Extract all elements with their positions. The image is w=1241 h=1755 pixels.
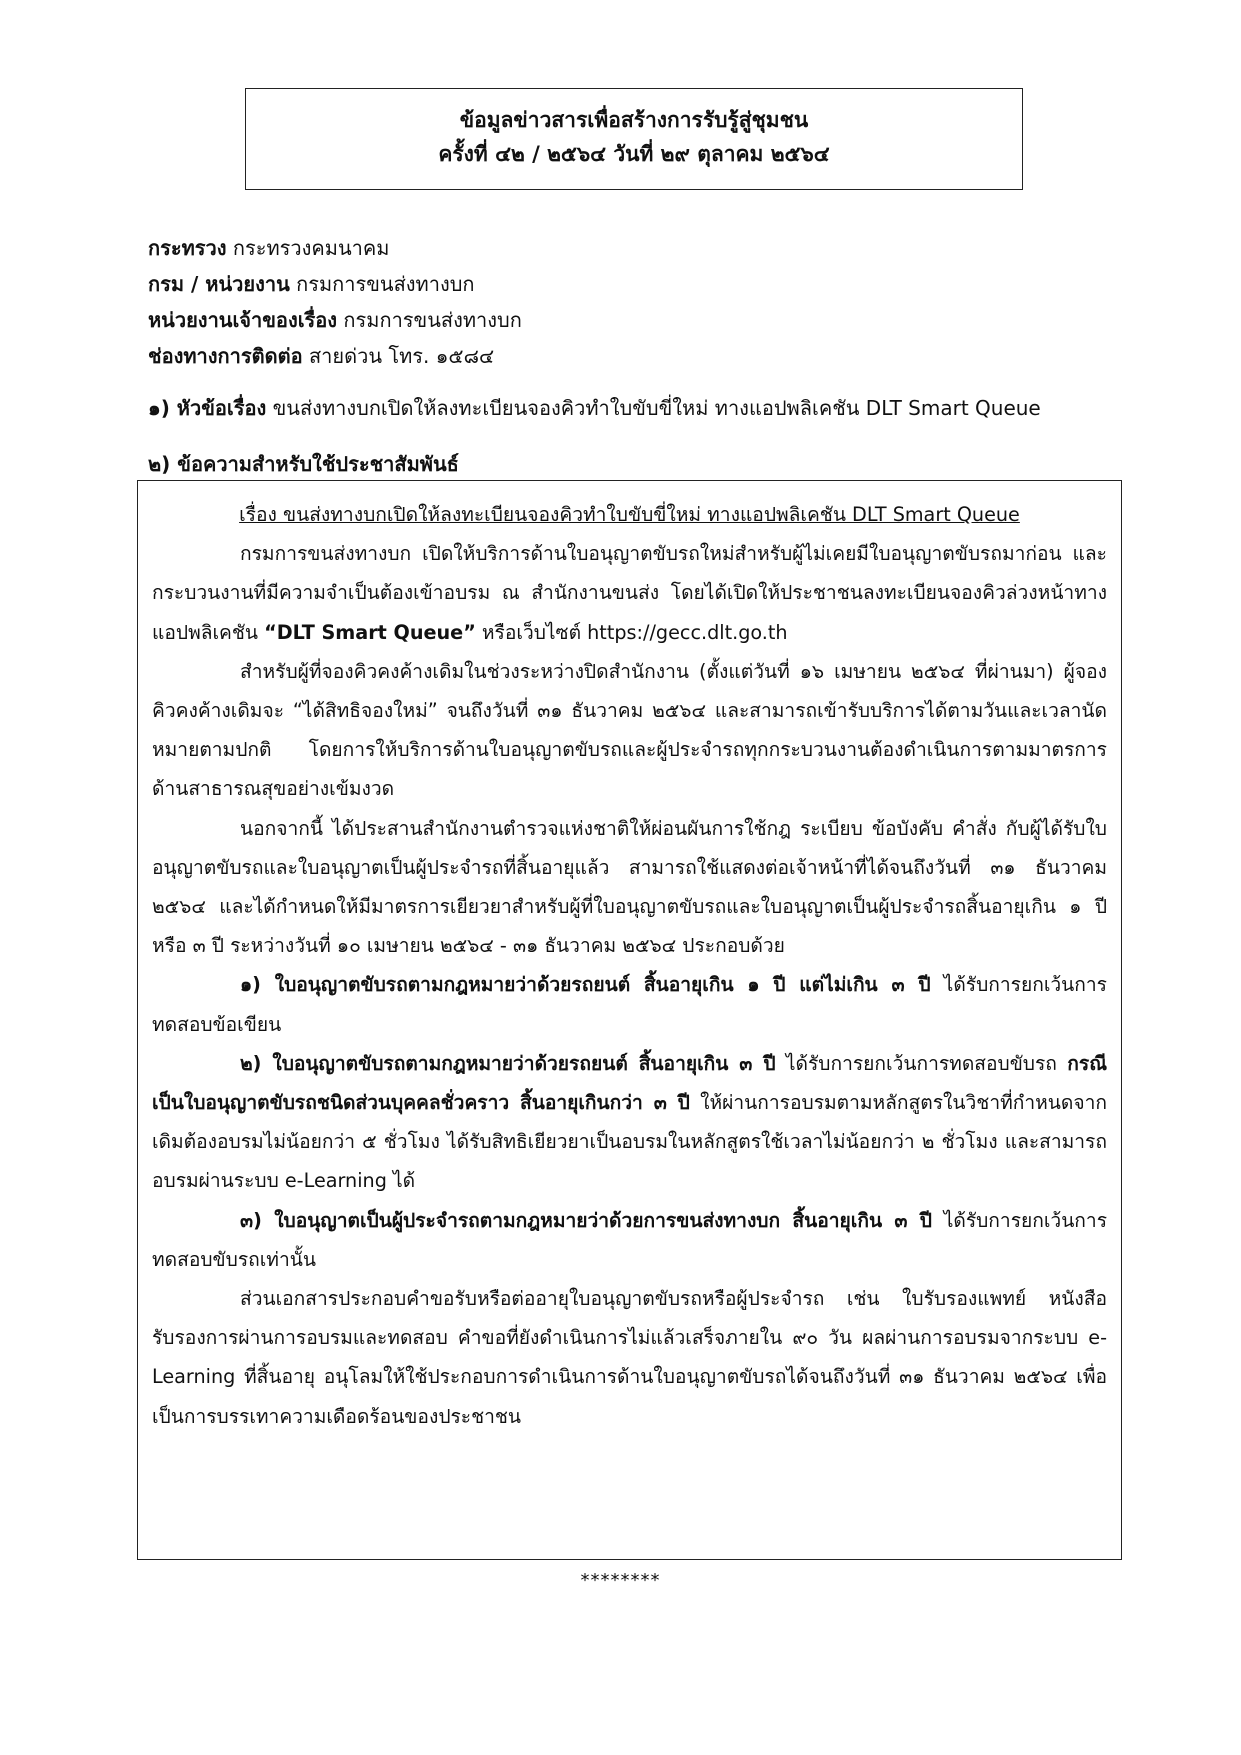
item-3-bold: ๓) ใบอนุญาตเป็นผู้ประจำรถตามกฎหมายว่าด้วยการขนส่งทางบก สิ้นอายุเกิน ๓ ปี <box>240 1208 932 1232</box>
paragraph-last: ส่วนเอกสารประกอบคำขอรับหรือต่ออายุใบอนุญาตขับรถหรือผู้ประจำรถ เช่น ใบรับรองแพทย์ หนังสือรับรองการผ่านการอบรมและทดสอบ คำขอที่ยังดำเนินการไม่แล้วเสร็จภายใน ๙๐ วัน ผลผ่านการอบรมจากระบบ e-Learning ที่สิ้นอายุ อนุโลมให้ใช้ประกอบการดำเนินการด้านใบอนุญาตขับรถได้จนถึงวันที่ ๓๑ ธันวาคม ๒๕๖๔ เพื่อเป็นการบรรเทาความเดือดร้อนของประชาชน <box>152 1287 1107 1428</box>
item-2-bold-1: ๒) ใบอนุญาตขับรถตามกฎหมายว่าด้วยรถยนต์ สิ้นอายุเกิน ๓ ปี <box>240 1051 776 1075</box>
paragraph-1 <box>152 534 1107 652</box>
item-2-bold-2: กรณีเป็นใบอนุญาตขับรถชนิดส่วนบุคคลชั่วคราว สิ้นอายุเกินกว่า ๓ ปี <box>152 1051 1107 1115</box>
website: หรือเว็บไซต์ https://gecc.dlt.go.th <box>475 620 788 644</box>
content-title: เรื่อง ขนส่งทางบกเปิดให้ลงทะเบียนจองคิวทำใบขับขี่ใหม่ ทางแอปพลิเคชัน DLT Smart Queue <box>239 503 1020 526</box>
meta-department <box>148 266 1108 302</box>
meta-ministry <box>148 230 1108 266</box>
end-marker: ******** <box>580 1570 661 1591</box>
ministry-label: กระทรวง <box>148 236 227 260</box>
item-1-text: ได้รับการยกเว้นการทดสอบข้อเขียน <box>152 973 1107 1036</box>
owner-label: หน่วยงานเจ้าของเรื่อง <box>148 308 338 332</box>
item-2-text-2: ให้ผ่านการอบรมตามหลักสูตรในวิชาที่กำหนดจากเดิมต้องอบรมไม่น้อยกว่า ๕ ชั่วโมง ได้รับสิทธิเยียวยาเป็นอบรมในหลักสูตรใช้เวลาไม่น้อยกว่า ๒ ชั่วโมง และสามารถอบรมผ่านระบบ e-Learning ได้ <box>152 1091 1107 1193</box>
meta-owner <box>148 302 1108 338</box>
item-1-bold: ๑) ใบอนุญาตขับรถตามกฎหมายว่าด้วยรถยนต์ สิ้นอายุเกิน ๑ ปี แต่ไม่เกิน ๓ ปี <box>240 973 931 997</box>
topic-line <box>148 392 1041 424</box>
section2-heading: ๒) ข้อความสำหรับใช้ประชาสัมพันธ์ <box>148 452 459 476</box>
app-name: “DLT Smart Queue” <box>264 620 476 644</box>
contact-value: สายด่วน โทร. ๑๕๘๔ <box>302 344 495 368</box>
topic-value: ขนส่งทางบกเปิดให้ลงทะเบียนจองคิวทำใบขับขี่ใหม่ ทางแอปพลิเคชัน DLT Smart Queue <box>266 396 1041 420</box>
ministry-value: กระทรวงคมนาคม <box>226 236 390 260</box>
header-line2: ครั้งที่ ๔๒ / ๒๕๖๔ วันที่ ๒๙ ตุลาคม ๒๕๖๔ <box>438 142 830 166</box>
meta-contact <box>148 338 1108 374</box>
item-2-text-1: ได้รับการยกเว้นการทดสอบขับรถ <box>775 1051 1068 1075</box>
owner-value: กรมการขนส่งทางบก <box>337 308 522 332</box>
department-label: กรม / หน่วยงาน <box>148 272 290 296</box>
item-1 <box>152 965 1107 1043</box>
contact-label: ช่องทางการติดต่อ <box>148 344 303 368</box>
item-2 <box>152 1044 1107 1201</box>
header-line1: ข้อมูลข่าวสารเพื่อสร้างการรับรู้สู่ชุมชน <box>459 108 809 132</box>
meta-info <box>148 230 1108 374</box>
press-release-box <box>137 480 1122 1560</box>
topic-label: ๑) หัวข้อเรื่อง <box>148 396 267 420</box>
item-3 <box>152 1201 1107 1279</box>
header-box <box>245 88 1023 190</box>
paragraph-1-text: กรมการขนส่งทางบก เปิดให้บริการด้านใบอนุญาตขับรถใหม่สำหรับผู้ไม่เคยมีใบอนุญาตขับรถมาก่อน และกระบวนงานที่มีความจำเป็นต้องเข้าอบรม ณ สำนักงานขนส่ง โดยได้เปิดให้ประชาชนลงทะเบียนจองคิวล่วงหน้าทางแอปพลิเคชัน <box>152 542 1107 644</box>
paragraph-3: นอกจากนี้ ได้ประสานสำนักงานตำรวจแห่งชาติให้ผ่อนผันการใช้กฎ ระเบียบ ข้อบังคับ คำสั่ง กับผู้ได้รับใบอนุญาตขับรถและใบอนุญาตเป็นผู้ประจำรถที่สิ้นอายุแล้ว สามารถใช้แสดงต่อเจ้าหน้าที่ได้จนถึงวันที่ ๓๑ ธันวาคม ๒๕๖๔ และได้กำหนดให้มีมาตรการเยียวยาสำหรับผู้ที่ใบอนุญาตขับรถและใบอนุญาตเป็นผู้ประจำรถสิ้นอายุเกิน ๑ ปี หรือ ๓ ปี ระหว่างวันที่ ๑๐ เมษายน ๒๕๖๔ - ๓๑ ธันวาคม ๒๕๖๔ ประกอบด้วย <box>152 816 1107 958</box>
department-value: กรมการขนส่งทางบก <box>289 272 475 296</box>
item-3-text: ได้รับการยกเว้นการทดสอบขับรถเท่านั้น <box>152 1208 1108 1271</box>
paragraph-2: สำหรับผู้ที่จองคิวคงค้างเดิมในช่วงระหว่างปิดสำนักงาน (ตั้งแต่วันที่ ๑๖ เมษายน ๒๕๖๔ ที่ผ่านมา) ผู้จองคิวคงค้างเดิมจะ “ได้สิทธิจองใหม่” จนถึงวันที่ ๓๑ ธันวาคม ๒๕๖๔ และสามารถเข้ารับบริการได้ตามวันและเวลานัดหมายตามปกติ โดยการให้บริการด้านใบอนุญาตขับรถและผู้ประจำรถทุกกระบวนงานต้องดำเนินการตามมาตรการด้านสาธารณสุขอย่างเข้มงวด <box>152 659 1107 801</box>
